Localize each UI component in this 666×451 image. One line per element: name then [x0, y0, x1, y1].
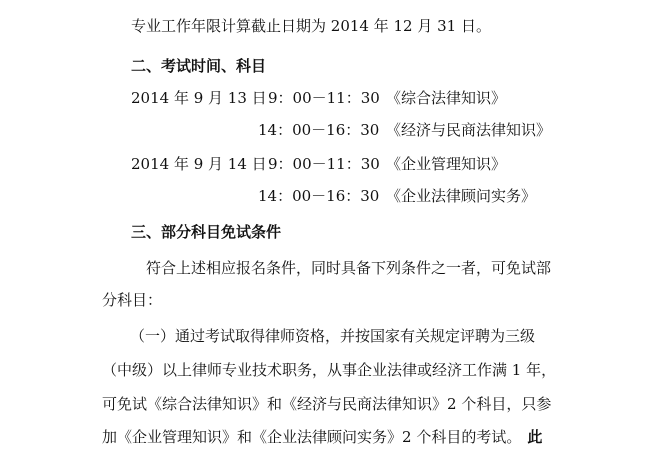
schedule-subject: 《企业法律顾问实务》 [386, 187, 537, 205]
schedule-date: 2014 年 9 月 13 日 [131, 89, 267, 107]
schedule-subject: 《企业管理知识》 [386, 155, 507, 173]
section-2-heading: 二、考试时间、科目 [131, 57, 267, 75]
paragraph-line: （中级）以上律师专业技术职务，从事企业法律或经济工作满 1 年， [102, 361, 557, 379]
section-3-heading: 三、部分科目免试条件 [131, 223, 282, 241]
paragraph-line: 可免试《综合法律知识》和《经济与民商法律知识》2 个科目，只参 [102, 395, 552, 413]
schedule-subject: 《综合法律知识》 [386, 89, 507, 107]
paragraph-line: （一）通过考试取得律师资格，并按国家有关规定评聘为三级 [130, 327, 536, 345]
schedule-time: 9：00－11：30 [268, 89, 380, 107]
schedule-time: 14：00－16：30 [258, 187, 380, 205]
paragraph-line: 符合上述相应报名条件，同时具备下列条件之一者，可免试部 [146, 259, 552, 277]
deadline-line: 专业工作年限计算截止日期为 2014 年 12 月 31 日。 [131, 17, 491, 35]
paragraph-bold-text: 此 [527, 428, 543, 446]
schedule-time: 14：00－16：30 [258, 121, 380, 139]
paragraph-text: 加《企业管理知识》和《企业法律顾问实务》2 个科目的考试。 [102, 428, 522, 446]
paragraph-line [102, 427, 542, 447]
schedule-time: 9：00－11：30 [268, 155, 380, 173]
schedule-subject: 《经济与民商法律知识》 [386, 121, 552, 139]
paragraph-line: 分科目： [102, 291, 163, 309]
schedule-date: 2014 年 9 月 14 日 [131, 155, 267, 173]
